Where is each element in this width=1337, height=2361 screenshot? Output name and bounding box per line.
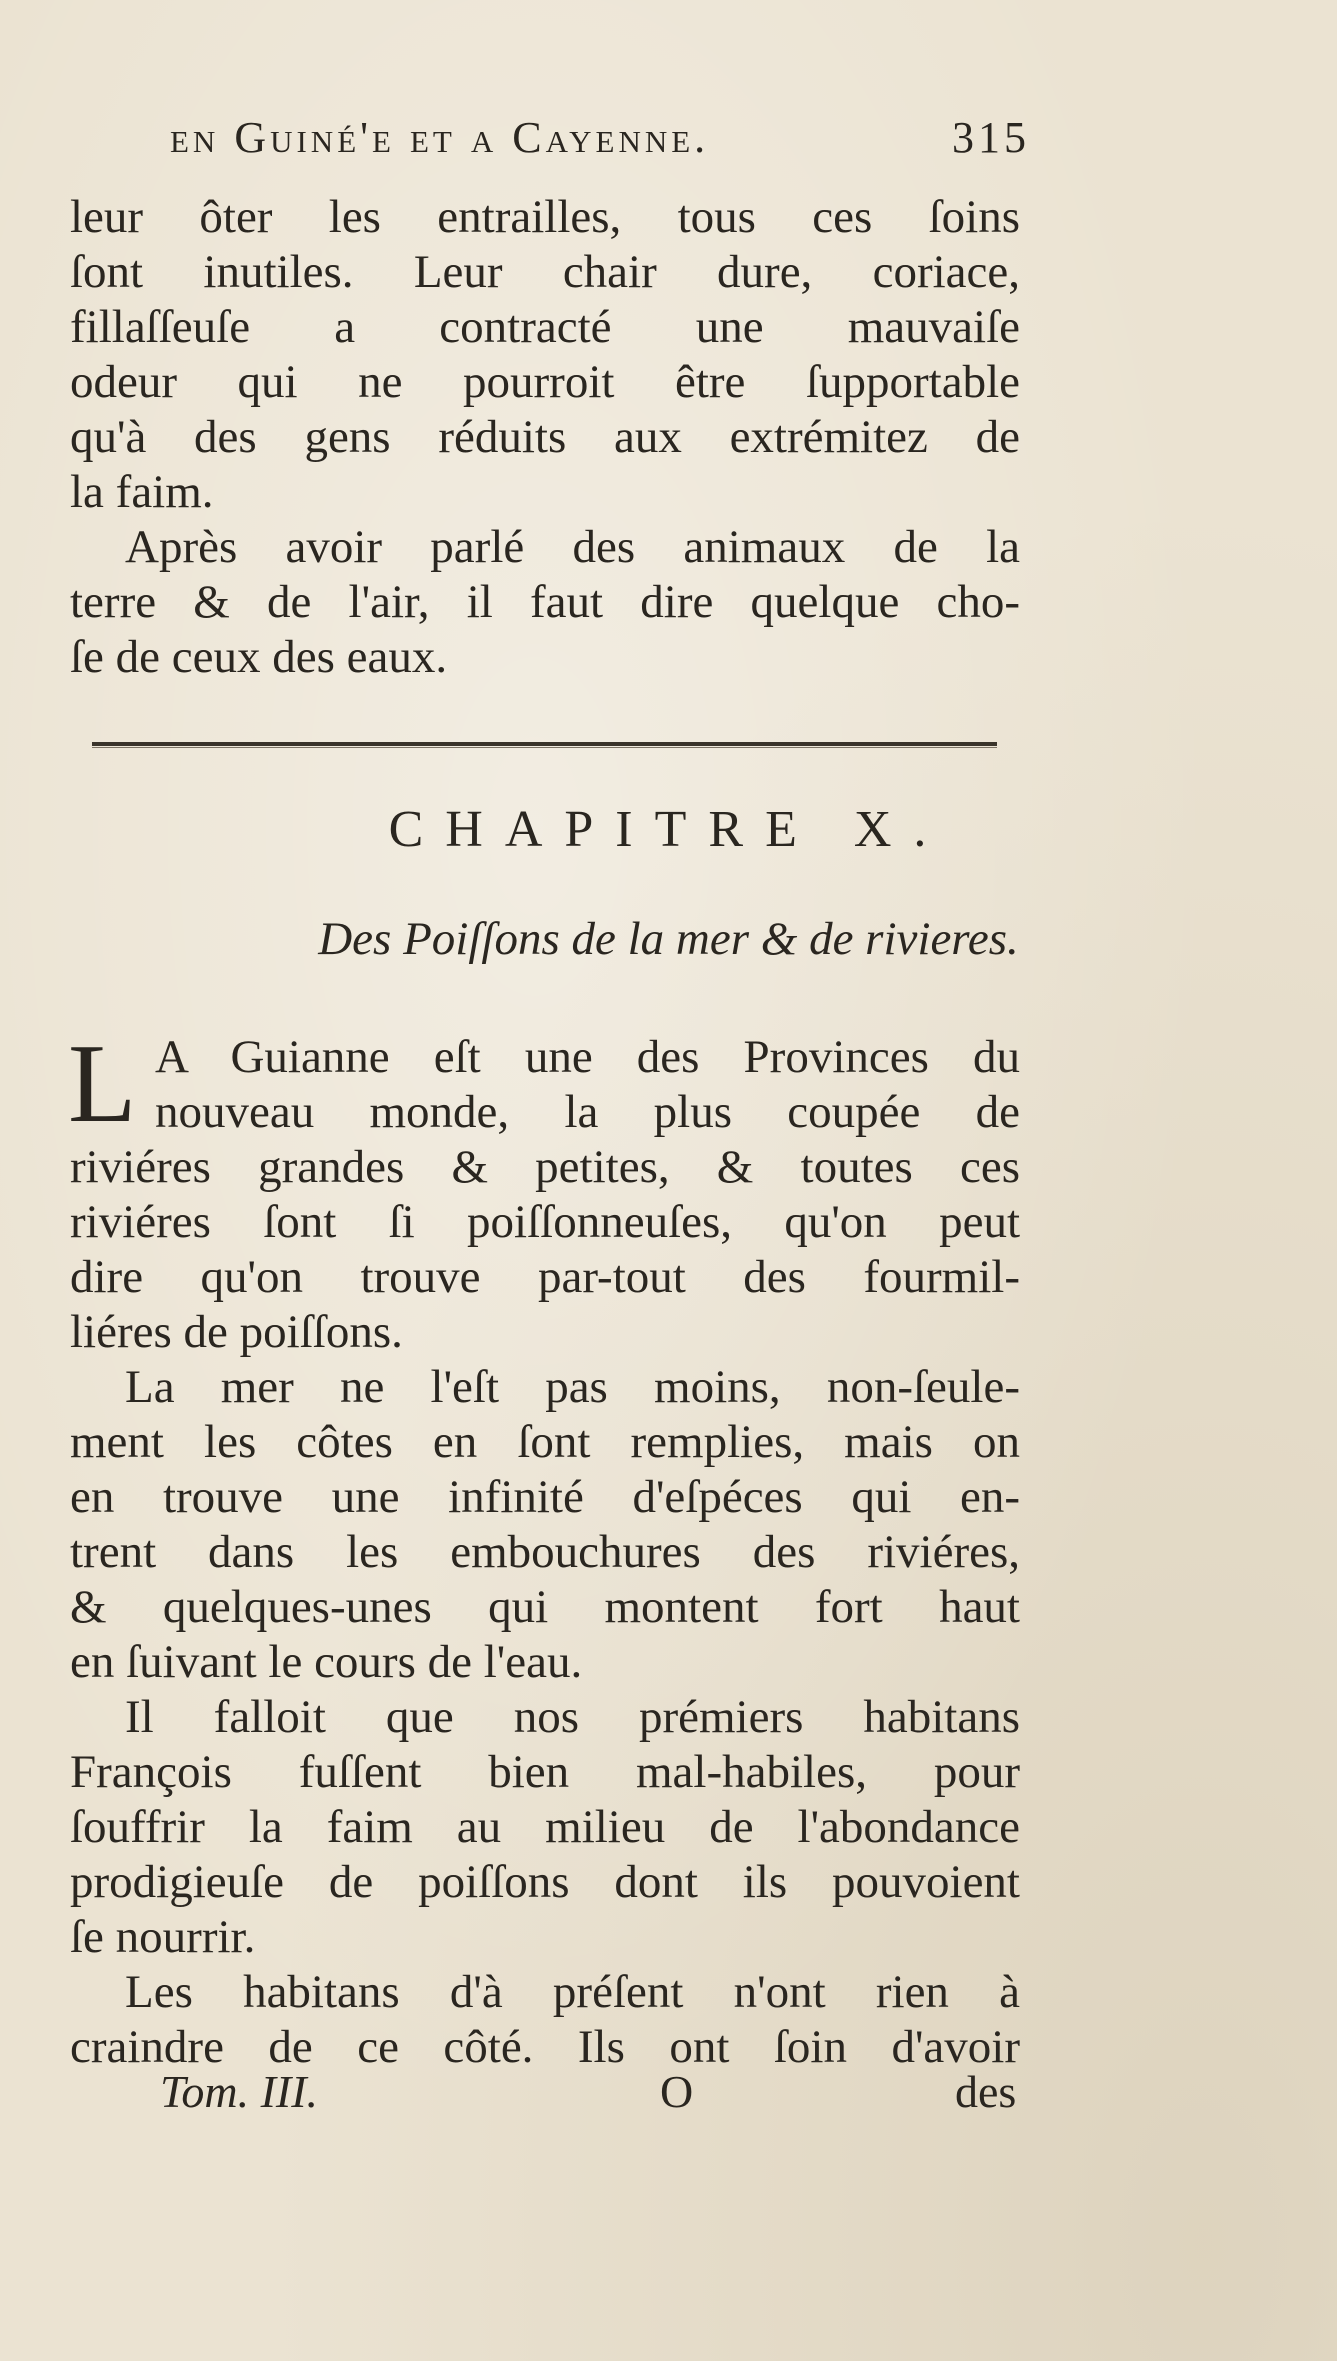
text-line: & quelques-unes qui montent fort haut xyxy=(70,1581,1020,1633)
volume-mark: Tom. III. xyxy=(160,2066,319,2117)
catchword: des xyxy=(955,2066,1017,2117)
signature-mark: O xyxy=(660,2066,694,2117)
text-line: leur ôter les entrailles, tous ces ſoins xyxy=(70,191,1020,243)
text-line: ment les côtes en ſont remplies, mais on xyxy=(70,1416,1020,1468)
text-line: liéres de poiſſons. xyxy=(70,1306,403,1358)
chapter-heading: CHAPITRE X. xyxy=(388,801,949,858)
text-line: nouveau monde, la plus coupée de xyxy=(155,1086,1020,1138)
text-line: terre & de l'air, il faut dire quelque cho- xyxy=(70,576,1020,628)
text-line: riviéres ſont ſi poiſſonneuſes, qu'on peut xyxy=(70,1196,1020,1248)
running-head xyxy=(170,112,1030,172)
text-line: La mer ne l'eſt pas moins, non-ſeule- xyxy=(125,1361,1020,1413)
text-line: la faim. xyxy=(70,466,214,518)
text-line: ſont inutiles. Leur chair dure, coriace, xyxy=(70,246,1020,298)
text-line: Les habitans d'à préſent n'ont rien à xyxy=(125,1966,1020,2018)
text-line: trent dans les embouchures des riviéres, xyxy=(70,1526,1020,1578)
text-line: en trouve une infinité d'eſpéces qui en- xyxy=(70,1471,1020,1523)
text-line: en ſuivant le cours de l'eau. xyxy=(70,1636,583,1688)
text-line: craindre de ce côté. Ils ont ſoin d'avoir xyxy=(70,2021,1020,2073)
text-line: riviéres grandes & petites, & toutes ces xyxy=(70,1141,1020,1193)
section-divider xyxy=(92,742,997,746)
text-line: François fuſſent bien mal-habiles, pour xyxy=(70,1746,1020,1798)
text-line: prodigieuſe de poiſſons dont ils pouvoient xyxy=(70,1856,1020,1908)
drop-cap: L xyxy=(68,1022,137,1146)
text-line: odeur qui ne pourroit être ſupportable xyxy=(70,356,1020,408)
text-line: ſe de ceux des eaux. xyxy=(70,631,448,683)
chapter-subtitle: Des Poiſſons de la mer & de rivieres. xyxy=(318,913,1019,965)
text-line: dire qu'on trouve par-tout des fourmil- xyxy=(70,1251,1020,1303)
text-line: A Guianne eſt une des Provinces du xyxy=(155,1031,1020,1083)
text-line: Il falloit que nos prémiers habitans xyxy=(125,1691,1020,1743)
text-line: fillaſſeuſe a contracté une mauvaiſe xyxy=(70,301,1020,353)
page-number: 315 xyxy=(952,113,1030,162)
running-title: en Guiné'e et a Cayenne. xyxy=(170,113,710,162)
text-line: Après avoir parlé des animaux de la xyxy=(125,521,1020,573)
text-line: ſe nourrir. xyxy=(70,1911,256,1963)
text-line: qu'à des gens réduits aux extrémitez de xyxy=(70,411,1020,463)
text-line: ſouffrir la faim au milieu de l'abondance xyxy=(70,1801,1020,1853)
